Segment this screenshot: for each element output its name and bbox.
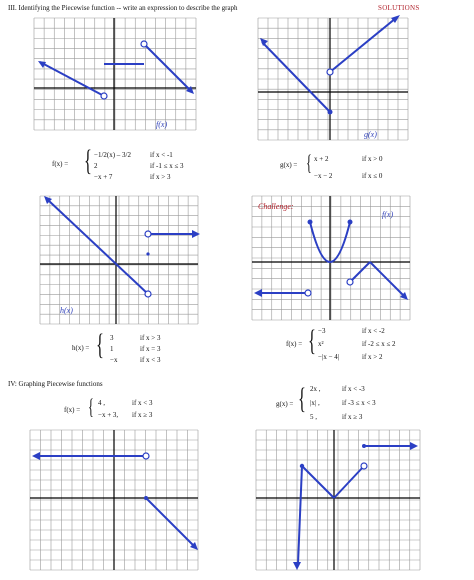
piece-expr: −x bbox=[110, 356, 118, 364]
arrow-head bbox=[32, 452, 40, 460]
grid bbox=[258, 18, 408, 140]
formula-name-h: h(x) = bbox=[72, 344, 90, 352]
graph-h bbox=[40, 196, 198, 324]
arrow-head bbox=[260, 38, 268, 46]
formula-name-f: f(x) = bbox=[52, 160, 69, 168]
section-iii-title: III. Identifying the Piecewise function -- write an expression to describe the graph bbox=[8, 4, 238, 12]
open-point bbox=[305, 290, 311, 296]
graph-label-h: h(x) bbox=[60, 306, 73, 315]
piece-expr: 5 , bbox=[310, 413, 317, 421]
open-point bbox=[347, 279, 353, 285]
piece-cond: if -1 ≤ x ≤ 3 bbox=[150, 162, 184, 170]
arrow-head bbox=[254, 289, 262, 297]
piece-cond: if x > 3 bbox=[150, 173, 171, 181]
open-point bbox=[145, 291, 151, 297]
piece-expr: −1/2(x) – 3/2 bbox=[94, 151, 131, 159]
arrow-head bbox=[293, 562, 301, 570]
piece-expr: −x − 2 bbox=[314, 172, 333, 180]
open-point bbox=[101, 93, 107, 99]
closed-point bbox=[348, 220, 353, 225]
piece-cond: if x < 3 bbox=[140, 356, 161, 364]
brace: { bbox=[96, 328, 104, 361]
piece-expr: −3 bbox=[318, 327, 326, 335]
piece-cond: if x > 0 bbox=[362, 155, 383, 163]
closed-point bbox=[362, 444, 366, 448]
piece-3-ray bbox=[144, 44, 190, 90]
piece-linear-ray bbox=[298, 466, 302, 564]
open-point bbox=[143, 453, 149, 459]
piece-cond: if x ≥ 3 bbox=[132, 411, 153, 419]
piece-expr: x + 2 bbox=[314, 155, 329, 163]
closed-point bbox=[144, 496, 148, 500]
graph-iv-g bbox=[256, 430, 420, 570]
formula-name-iv-f: f(x) = bbox=[64, 406, 81, 414]
graph-iv-f bbox=[30, 430, 198, 570]
piece-expr: 2x , bbox=[310, 385, 321, 393]
piece-3-left bbox=[350, 262, 370, 282]
piece-expr: −|x − 4| bbox=[318, 353, 340, 361]
open-point bbox=[361, 463, 367, 469]
piece-expr: 1 bbox=[110, 345, 114, 353]
piece-cond: if x > 3 bbox=[140, 334, 161, 342]
closed-point bbox=[146, 252, 149, 255]
brace: { bbox=[84, 144, 92, 177]
piece-expr: |x| , bbox=[310, 399, 320, 407]
piece-expr: 3 bbox=[110, 334, 114, 342]
graph-label-g: g(x) bbox=[364, 130, 377, 139]
open-point bbox=[145, 231, 151, 237]
piece-1-ray bbox=[48, 200, 148, 294]
piece-expr: 2 bbox=[94, 162, 98, 170]
piece-3-right bbox=[370, 262, 404, 296]
piece-2-ray bbox=[330, 18, 396, 72]
closed-point bbox=[308, 220, 313, 225]
piece-cond: if x > 2 bbox=[362, 353, 383, 361]
solutions-label: SOLUTIONS bbox=[378, 4, 420, 12]
brace: { bbox=[298, 382, 306, 415]
piece-cond: if -2 ≤ x ≤ 2 bbox=[362, 340, 396, 348]
piece-cond: if x ≥ 3 bbox=[342, 413, 363, 421]
graph-f bbox=[34, 18, 196, 130]
section-iv-title: IV: Graphing Piecewise functions bbox=[8, 380, 103, 388]
brace: { bbox=[306, 150, 312, 175]
piece-cond: if x ≤ 0 bbox=[362, 172, 383, 180]
piece-cond: if x < -2 bbox=[362, 327, 385, 335]
closed-point bbox=[328, 110, 333, 115]
open-point bbox=[327, 69, 333, 75]
challenge-label: Challenge: bbox=[258, 202, 294, 211]
open-point bbox=[141, 41, 147, 47]
formula-name-iv-g: g(x) = bbox=[276, 400, 294, 408]
piece-expr: −x + 3, bbox=[98, 411, 119, 419]
graph-label-f: f(x) bbox=[156, 120, 168, 129]
grid bbox=[256, 430, 420, 570]
piece-2-ray bbox=[146, 498, 194, 546]
arrow-head bbox=[410, 442, 418, 450]
arrow-head bbox=[192, 230, 200, 238]
piece-cond: if x < -1 bbox=[150, 151, 173, 159]
graph-g bbox=[258, 18, 408, 140]
graph-label-challenge: f(x) bbox=[382, 210, 394, 219]
piece-abs-right bbox=[334, 466, 364, 498]
piece-cond: if x = 3 bbox=[140, 345, 161, 353]
piece-cond: if -3 ≤ x < 3 bbox=[342, 399, 376, 407]
formula-name-g: g(x) = bbox=[280, 161, 298, 169]
piece-cond: if x < -3 bbox=[342, 385, 365, 393]
piece-expr: 4 , bbox=[98, 399, 105, 407]
piece-abs-left bbox=[302, 466, 334, 498]
formula-name-challenge: f(x) = bbox=[286, 340, 303, 348]
piece-1-ray bbox=[262, 42, 330, 112]
piece-cond: if x < 3 bbox=[132, 399, 153, 407]
piece-expr: x² bbox=[318, 340, 324, 348]
grid bbox=[34, 18, 196, 130]
brace: { bbox=[88, 394, 94, 419]
brace: { bbox=[308, 324, 316, 357]
piece-expr: −x + 7 bbox=[94, 173, 113, 181]
